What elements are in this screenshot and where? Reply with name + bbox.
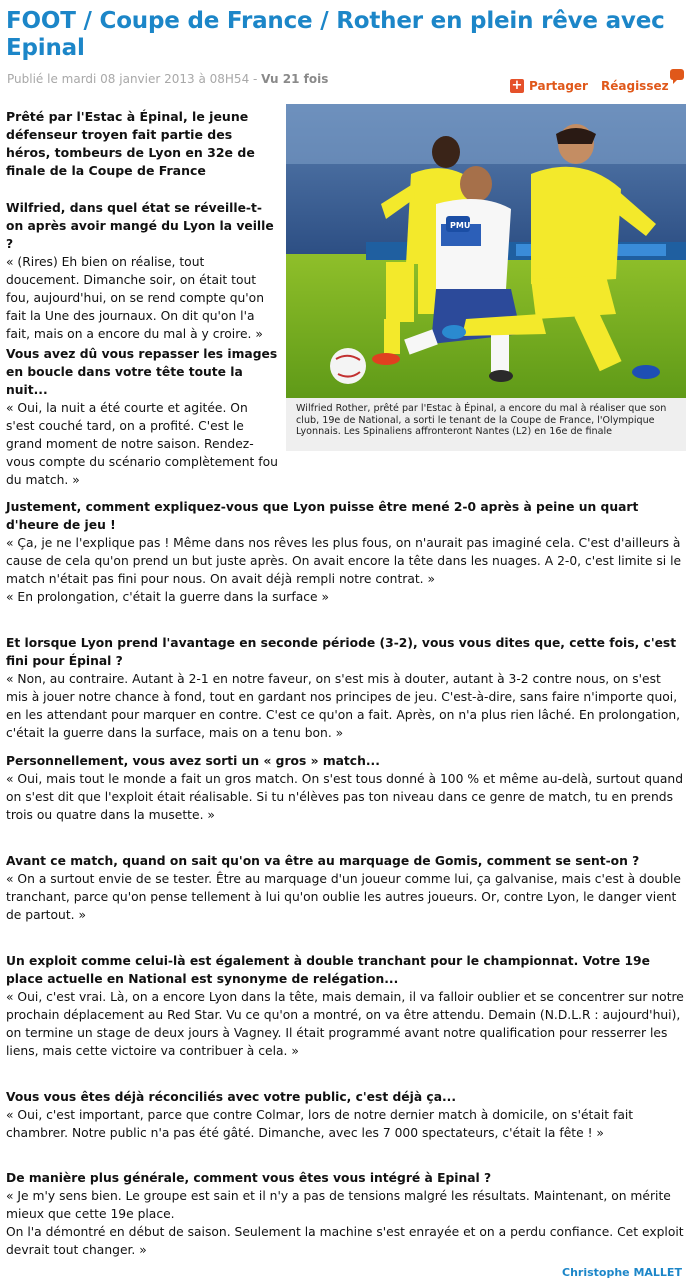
question: De manière plus générale, comment vous êtes vous intégré à Epinal ? xyxy=(6,1171,492,1185)
qa-block xyxy=(6,498,686,606)
answer: « Oui, la nuit a été courte et agitée. On s'est couché tard, on a profité. C'est le grand moment de notre saison. Rendez-vous compte du scénario complètement fou du match. » xyxy=(6,401,278,487)
react-link[interactable]: Réagissez xyxy=(601,79,669,93)
qa-block xyxy=(6,345,278,489)
answer: « On a surtout envie de se tester. Être au marquage d'un joueur comme lui, ça galvanise, mais c'est à double tranchant, parce qu'on pense tellement à lui qu'on oublie les autres joueurs. Or, contre Lyon, le danger vient de partout. » xyxy=(6,872,681,922)
answer: « En prolongation, c'était la guerre dans la surface » xyxy=(6,590,329,604)
question: Un exploit comme celui-là est également à double tranchant pour le championnat. Votre 19e place actuelle en National est synonyme de relégation... xyxy=(6,954,650,986)
qa-block xyxy=(6,1169,686,1259)
article-title: FOOT / Coupe de France / Rother en plein rêve avec Epinal xyxy=(6,8,665,61)
answer: « Oui, mais tout le monde a fait un gros match. On s'est tous donné à 100 % et même au-delà, surtout quand on s'est dit que l'exploit était réalisable. Si tu n'élèves pas ton niveau dans ce genre de match, tu en prends trois ou quatre dans la musette. » xyxy=(6,772,684,822)
author-name[interactable]: Christophe MALLET xyxy=(562,1266,682,1279)
answer: « Non, au contraire. Autant à 2-1 en notre faveur, on s'est mis à douter, autant à 3-2 contre nous, on s'est mis à jouer notre chance à fond, tout en gardant nos principes de jeu. C'est-à-dire, sans faire n'importe quoi, en les attendant pour marquer en contre. C'est ce qu'on a fait. Après, on n'a plus rien lâché. En prolongation, c'était la guerre dans la surface, mais on a tenu bon. » xyxy=(6,672,681,740)
question: Wilfried, dans quel état se réveille-t-on après avoir mangé du Lyon la veille ? xyxy=(6,201,274,251)
question: Personnellement, vous avez sorti un « gros » match... xyxy=(6,754,380,768)
answer: « Je m'y sens bien. Le groupe est sain et il n'y a pas de tensions malgré les résultats. Maintenant, on mérite mieux que cette 19e place. xyxy=(6,1189,671,1221)
question: Vous vous êtes déjà réconciliés avec votre public, c'est déjà ça... xyxy=(6,1090,457,1104)
photo-badge-text: PMU xyxy=(450,221,471,230)
article-photo[interactable] xyxy=(286,104,686,398)
answer: « Ça, je ne l'explique pas ! Même dans nos rêves les plus fous, on n'aurait pas imaginé cela. C'est d'ailleurs à cause de cela qu'on prend un but juste après. On avait encore la tête dans les nuages. A 2-0, c'est limite si le match n'était pas fini pour nous. On avait déjà rempli notre contrat. » xyxy=(6,536,682,586)
qa-block xyxy=(6,1088,686,1142)
qa-block xyxy=(6,634,686,742)
question: Et lorsque Lyon prend l'avantage en seconde période (3-2), vous vous dites que, cette fois, c'est fini pour Épinal ? xyxy=(6,636,677,668)
answer: « (Rires) Eh bien on réalise, tout doucement. Dimanche soir, on était tout fou, aujourd'hui, on se rend compte qu'on fait la Une des journaux. On dit qu'on l'a fait, mais on a encore du mal à y croire. » xyxy=(6,255,265,341)
comment-bubble-icon[interactable] xyxy=(670,69,684,80)
question: Justement, comment expliquez-vous que Lyon puisse être mené 2-0 après à peine un quart d'heure de jeu ! xyxy=(6,500,639,532)
photo-caption: Wilfried Rother, prêté par l'Estac à Épinal, a encore du mal à réaliser que son club, 19e de National, a sorti le tenant de la Coupe de France, l'Olympique Lyonnais. Les Spinaliens affronteront Nantes (L2) en 16e de finale xyxy=(296,403,667,437)
football-photo-illustration xyxy=(286,104,686,398)
published-date: Publié le mardi 08 janvier 2013 à 08H54 xyxy=(7,72,250,86)
plus-icon: + xyxy=(511,78,523,93)
qa-block xyxy=(6,199,278,343)
answer: « Oui, c'est important, parce que contre Colmar, lors de notre dernier match à domicile, on s'était fait chambrer. Notre public n'a pas été gâté. Dimanche, avec les 7 000 spectateurs, c'était la fête ! » xyxy=(6,1108,634,1140)
question: Vous avez dû vous repasser les images en boucle dans votre tête toute la nuit... xyxy=(6,347,278,397)
answer: On l'a démontré en début de saison. Seulement la machine s'est enrayée et on a perdu confiance. Cet exploit devrait tout changer. » xyxy=(6,1225,684,1257)
publication-info xyxy=(7,72,328,86)
photo-block xyxy=(286,104,686,451)
qa-block xyxy=(6,752,686,824)
meta-separator: - xyxy=(249,72,262,86)
share-button[interactable] xyxy=(510,79,588,93)
answer: « Oui, c'est vrai. Là, on a encore Lyon dans la tête, mais demain, il va falloir oublier et se concentrer sur notre prochain déplacement au Red Star. Vu ce qu'on a montré, on va être attendu. Demain (N.D.L.R : aujourd'hui), on termine un stage de deux jours à Vagney. Il était programmé avant notre qualification pour resserrer les liens, mais cette victoire va contribuer à cela. » xyxy=(6,990,684,1058)
qa-block xyxy=(6,852,686,924)
article-intro: Prêté par l'Estac à Épinal, le jeune défenseur troyen fait partie des héros, tombeurs de Lyon en 32e de finale de la Coupe de France xyxy=(6,109,255,178)
qa-block xyxy=(6,952,686,1060)
share-label: Partager xyxy=(529,79,588,93)
question: Avant ce match, quand on sait qu'on va être au marquage de Gomis, comment se sent-on ? xyxy=(6,854,640,868)
view-count: Vu 21 fois xyxy=(261,72,329,86)
